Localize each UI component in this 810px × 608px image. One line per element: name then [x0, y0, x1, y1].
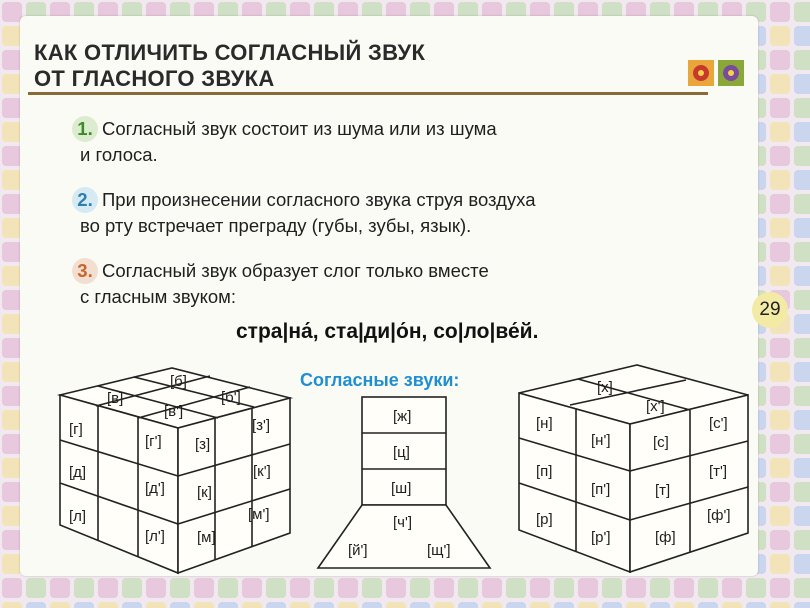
rule-text: Согласный звук состоит из шума или из шума	[102, 118, 497, 139]
cell-label: [м']	[248, 506, 270, 523]
rule-number: 3.	[72, 258, 98, 284]
cell-label: [г']	[145, 433, 162, 450]
rule-text: Согласный звук образует слог только вместе	[102, 260, 489, 281]
cell-label: [т']	[709, 463, 728, 480]
cell-label: [х]	[597, 379, 613, 396]
cell-label: [с']	[709, 415, 728, 432]
page-number: 29	[752, 292, 788, 328]
cell-label: [г]	[69, 421, 83, 438]
cell-label: [ч']	[393, 514, 413, 531]
cell-label: [л]	[69, 508, 87, 525]
cell-label: [х']	[646, 398, 665, 415]
cell-label: [з]	[195, 436, 211, 453]
cell-label: [ш]	[391, 480, 412, 497]
title-line-2: ОТ ГЛАСНОГО ЗВУКА	[34, 66, 275, 91]
cell-label: [м]	[197, 529, 216, 546]
cell-label: [ж]	[393, 408, 412, 425]
cell-label: [к]	[197, 484, 212, 501]
cell-label: [й']	[348, 542, 368, 559]
cell-label: [п]	[536, 463, 553, 480]
cell-label: [ф']	[707, 507, 731, 524]
cell-label: [б]	[170, 373, 187, 390]
cell-label: [п']	[591, 481, 611, 498]
cell-label: [в]	[107, 390, 124, 407]
cell-label: [н']	[591, 432, 611, 449]
cell-label: [к']	[253, 463, 271, 480]
rule-number: 2.	[72, 187, 98, 213]
rule-text: При произнесении согласного звука струя воздуха	[102, 189, 536, 210]
cell-label: [р']	[591, 529, 611, 546]
rule-number: 1.	[72, 116, 98, 142]
syllable-example: стра|на́, ста|ди|о́н, со|ло|ве́й.	[236, 320, 539, 343]
rule-text: с гласным звуком:	[80, 286, 237, 307]
cell-label: [д']	[145, 480, 165, 497]
cell-label: [л']	[145, 528, 165, 545]
rule-text: во рту встречает преграду (губы, зубы, язык).	[80, 215, 472, 236]
cell-label: [р]	[536, 511, 553, 528]
consonants-subtitle: Согласные звуки:	[300, 370, 460, 390]
cell-label: [в']	[164, 403, 184, 420]
cell-label: [з']	[252, 417, 271, 434]
cell-label: [т]	[655, 482, 671, 499]
cell-label: [ц]	[393, 444, 410, 461]
cell-label: [н]	[536, 415, 553, 432]
cell-label: [щ']	[427, 542, 451, 559]
rule-text: и голоса.	[80, 144, 158, 165]
cell-label: [д]	[69, 464, 87, 481]
cell-label: [с]	[653, 434, 669, 451]
title-line-1: КАК ОТЛИЧИТЬ СОГЛАСНЫЙ ЗВУК	[34, 40, 426, 65]
cell-label: [ф]	[655, 529, 676, 546]
cell-label: [б']	[221, 389, 241, 406]
